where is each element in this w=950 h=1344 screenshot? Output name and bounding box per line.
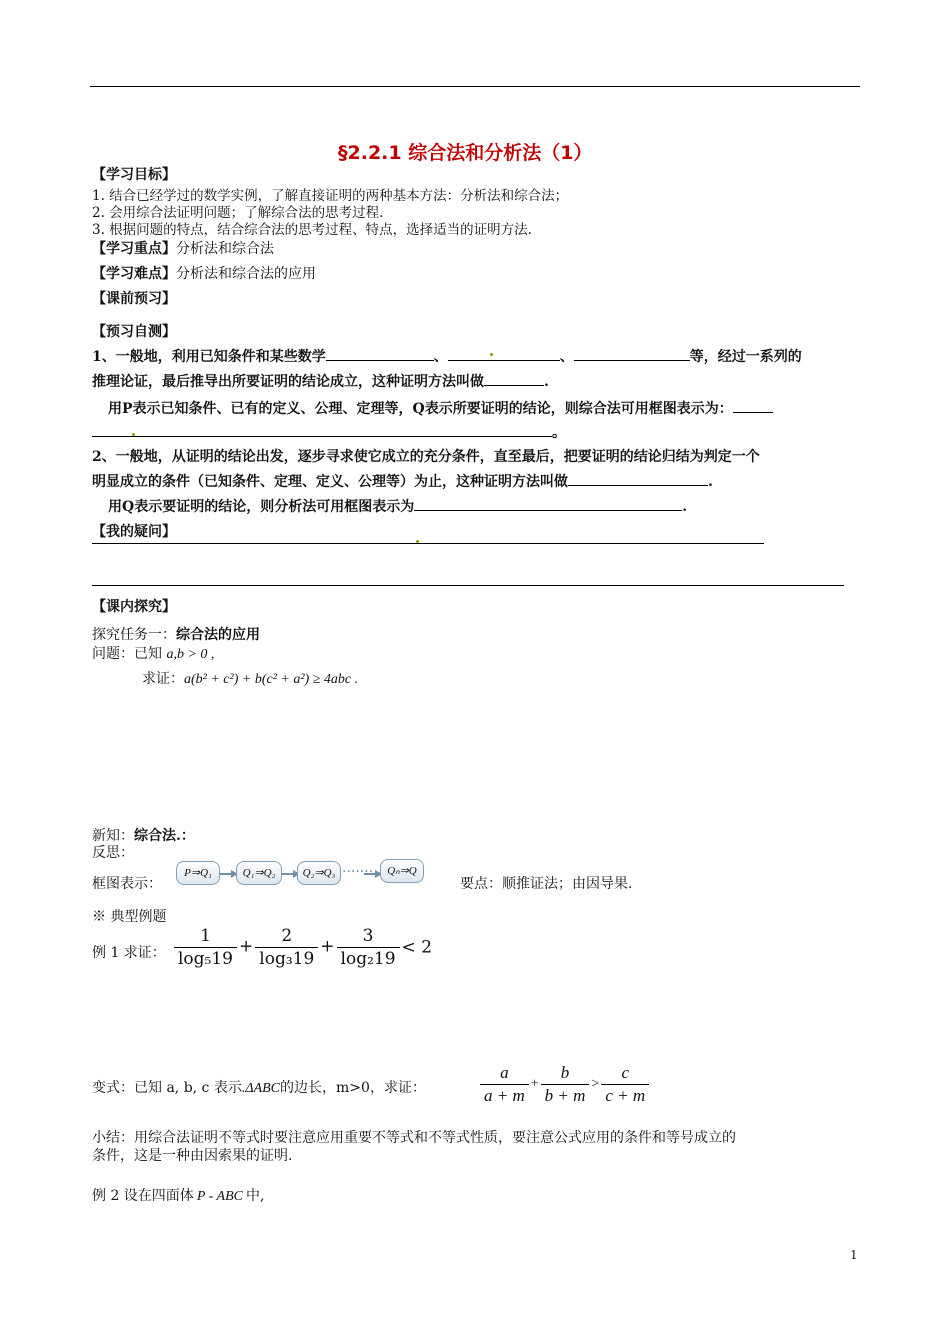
flow-dots: ·······	[342, 864, 374, 880]
flow-arrow-icon	[282, 873, 294, 875]
variant-label: 变式：已知 a, b, c 表示	[92, 1080, 242, 1096]
q2-line1: 2、一般地，从证明的结论出发，逐步寻求使它成立的充分条件，直至最后，把要证明的结论归结为判定一个	[92, 449, 760, 465]
focus-line	[92, 238, 274, 258]
focus-header: 【学习重点】	[92, 241, 176, 257]
difficulty-text: 分析法和综合法的应用	[176, 266, 316, 282]
task1-title: 综合法的应用	[176, 627, 260, 643]
ex1-num: 2	[255, 925, 318, 948]
q1-blank-2[interactable]	[448, 346, 560, 361]
variant-den: c + m	[605, 1086, 646, 1105]
flow-arrow-icon	[220, 873, 232, 875]
variant-den: a + m	[484, 1086, 525, 1105]
ex1-frac	[337, 925, 400, 970]
variant-den: b + m	[544, 1086, 586, 1105]
question-header: 【我的疑问】	[92, 524, 176, 540]
variant-num: c	[601, 1062, 649, 1085]
q1-text-b: 等，经过一系列的	[689, 349, 802, 365]
q1-blank-5[interactable]	[733, 398, 773, 413]
variant-frac	[601, 1062, 649, 1107]
q1-sep-2: 、	[559, 349, 574, 365]
question-line-2	[92, 585, 844, 586]
variant-text: 的边长，m>0，求证：	[280, 1080, 426, 1096]
question-line-1	[92, 543, 764, 544]
flow-box: Qₙ⇒Q	[380, 859, 424, 883]
example1-label: 例 1 求证：	[92, 945, 166, 961]
summary-line: 小结：用综合法证明不等式时要注意应用重要不等式和不等式性质，要注意公式应用的条件和等号成立的	[92, 1130, 736, 1146]
decor-dot	[416, 540, 419, 543]
q1-line2	[92, 371, 549, 391]
prove-expr: a(b² + c²) + b(c² + a²) ≥ 4abc .	[184, 672, 359, 687]
ex1-den: log₅19	[178, 949, 234, 969]
q2-text-c: 用Q表示要证明的结论，则分析法可用框图表示为	[108, 499, 415, 515]
goal-item: 2. 会用综合法证明问题；了解综合法的思考过程.	[92, 205, 384, 221]
task1-line	[92, 624, 260, 644]
selftest-header: 【预习自测】	[92, 324, 176, 340]
q2-line2	[92, 471, 713, 491]
difficulty-line	[92, 263, 316, 283]
ex1-frac	[255, 925, 318, 970]
example1-expr	[172, 925, 432, 970]
goal-item: 3. 根据问题的特点，结合综合法的思考过程、特点，选择适当的证明方法.	[92, 222, 532, 238]
problem-line	[92, 643, 214, 663]
q1-blank-3[interactable]	[574, 346, 690, 361]
problem-cond: a,b > 0 ,	[166, 647, 215, 662]
plus-sign: +	[239, 936, 254, 957]
goals-header: 【学习目标】	[92, 167, 176, 183]
problem-label: 问题：已知	[92, 646, 162, 662]
header-rule	[90, 86, 860, 87]
page-title: §2.2.1 综合法和分析法（1）	[338, 142, 593, 164]
q1-blank-1[interactable]	[326, 346, 434, 361]
q1-text-c: 推理论证，最后推导出所要证明的结论成立，这种证明方法叫做	[92, 374, 484, 390]
difficulty-header: 【学习难点】	[92, 266, 176, 282]
flow-arrow-icon	[364, 873, 376, 875]
goal-item: 1. 结合已经学过的数学实例，了解直接证明的两种基本方法：分析法和综合法；	[92, 188, 569, 204]
q2-period: .	[708, 474, 713, 490]
prove-label: 求证：	[142, 671, 184, 687]
ex2-expr: P - ABC	[196, 1189, 243, 1204]
ex1-den: log₂19	[340, 949, 396, 969]
explore-header: 【课内探究】	[92, 599, 176, 615]
diagram-label: 框图表示：	[92, 876, 162, 892]
q1-sep-1: 、	[433, 349, 448, 365]
examples-header: ※ 典型例题	[92, 909, 167, 925]
prove-line	[142, 668, 358, 688]
summary-line: 条件，这是一种由因索果的证明.	[92, 1148, 293, 1164]
focus-text: 分析法和综合法	[176, 241, 274, 257]
ex2-text: 例 2 设在四面体	[92, 1188, 194, 1204]
q2-end: .	[682, 499, 688, 515]
q1-period: .	[544, 374, 549, 390]
page-number: 1	[850, 1248, 858, 1262]
flow-box: Q₁⇒Q₂	[236, 861, 282, 885]
gt-sign: >	[591, 1076, 600, 1092]
variant-frac	[480, 1062, 529, 1107]
preview-header: 【课前预习】	[92, 291, 176, 307]
plus-sign: +	[530, 1076, 539, 1092]
key-points: 要点：顺推证法；由因导果.	[460, 876, 633, 892]
q1-end: 。	[552, 425, 566, 441]
ex1-num: 3	[337, 925, 400, 948]
q1-line3	[108, 398, 773, 418]
q2-text-b: 明显成立的条件（已知条件、定理、定义、公理等）为止，这种证明方法叫做	[92, 474, 568, 490]
q2-blank-2[interactable]	[414, 496, 682, 511]
flow-box: Q₂⇒Q₃	[297, 861, 341, 885]
example2-line	[92, 1185, 264, 1205]
q1-blank-4[interactable]	[484, 371, 544, 386]
q1-line1	[92, 346, 802, 366]
variant-frac	[541, 1062, 590, 1107]
variant-num: b	[541, 1062, 590, 1085]
new-know-text: 综合法.：	[134, 828, 195, 844]
plus-sign: +	[320, 936, 335, 957]
q1-text-d: 用P表示已知条件、已有的定义、公理、定理等，Q表示所要证明的结论，则综合法可用框图表示为：	[108, 401, 733, 417]
q2-line3	[108, 496, 687, 516]
decor-dot	[490, 353, 493, 356]
ex1-den: log₃19	[259, 949, 315, 969]
variant-expr	[478, 1062, 651, 1107]
ex2-tail: 中,	[245, 1188, 265, 1204]
ex1-num: 1	[174, 925, 237, 948]
q1-blank-6[interactable]	[92, 422, 552, 437]
ex1-rhs: < 2	[401, 937, 433, 958]
flow-box: P⇒Q₁	[176, 861, 220, 885]
task1-label: 探究任务一：	[92, 627, 176, 643]
variant-triangle: .ΔABC	[241, 1081, 281, 1096]
q1-line4	[92, 422, 566, 442]
variant-line	[92, 1077, 426, 1097]
reflect-label: 反思：	[92, 845, 134, 861]
variant-num: a	[480, 1062, 529, 1085]
ex1-frac	[174, 925, 237, 970]
q2-blank-1[interactable]	[568, 471, 708, 486]
new-know-label: 新知：	[92, 828, 134, 844]
q1-text-a: 1、一般地，利用已知条件和某些数学	[92, 349, 326, 365]
decor-dot	[132, 433, 135, 436]
